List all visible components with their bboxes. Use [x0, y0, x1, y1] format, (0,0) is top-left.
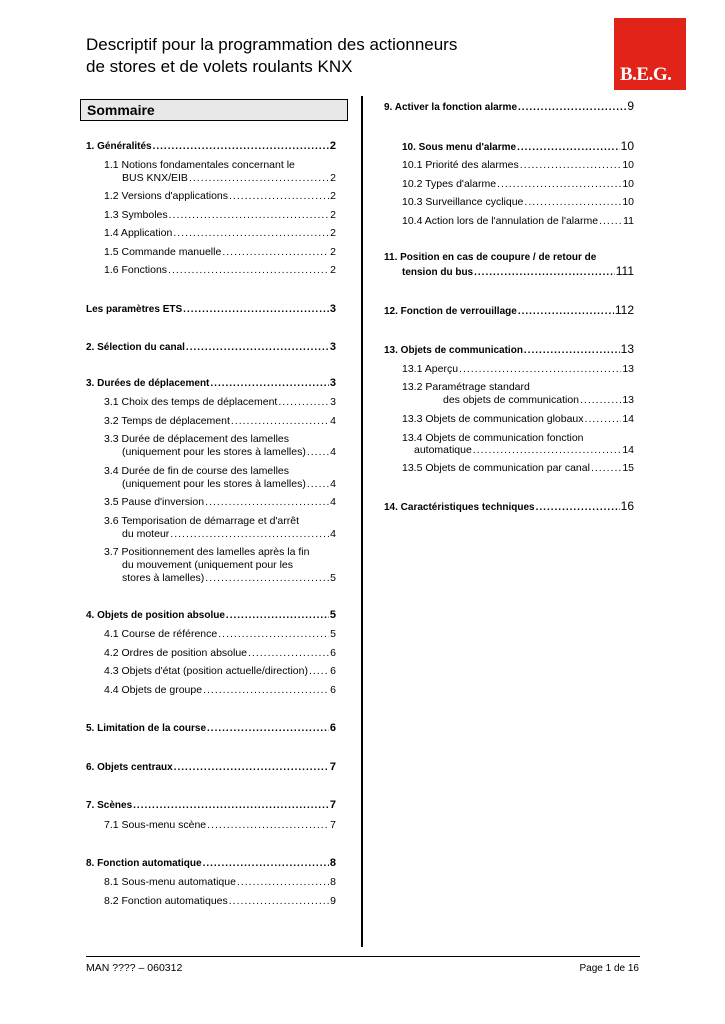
toc-entry-3-7-line1[interactable]: 3.7 Positionnement des lamelles après la fin [104, 546, 310, 558]
toc-entry-3-6[interactable]: du moteur ..... 4 [122, 528, 336, 541]
title-line-2: de stores et de volets roulants KNX [86, 57, 353, 76]
toc-entry-1-4[interactable]: 1.4 Application ..... 2 [104, 227, 336, 240]
toc-entry-11[interactable]: tension du bus ..... 111 [402, 265, 634, 279]
toc-entry-3-2[interactable]: 3.2 Temps de déplacement ..... 4 [104, 415, 336, 428]
toc-entry-13-2[interactable]: des objets de communication ..... 13 [443, 394, 634, 407]
column-divider [361, 96, 363, 947]
toc-entry-3-5[interactable]: 3.5 Pause d'inversion ..... 4 [104, 496, 336, 509]
toc-entry-10-3[interactable]: 10.3 Surveillance cyclique ..... 10 [402, 196, 634, 209]
toc-entry-4[interactable]: 4. Objets de position absolue ..... 5 [86, 609, 336, 622]
toc-entry-1[interactable]: 1. Généralités ..... 2 [86, 140, 336, 153]
toc-entry-10-1[interactable]: 10.1 Priorité des alarmes ..... 10 [402, 159, 634, 172]
toc-entry-1-2[interactable]: 1.2 Versions d'applications ..... 2 [104, 190, 336, 203]
toc-entry-3-7[interactable]: stores à lamelles) ..... 5 [122, 572, 336, 585]
document-title [86, 34, 556, 78]
toc-entry-8-1[interactable]: 8.1 Sous-menu automatique ..... 8 [104, 876, 336, 889]
sommaire-heading: Sommaire [80, 99, 348, 121]
toc-entry-3-4[interactable]: (uniquement pour les stores à lamelles) ..... 4 [122, 478, 336, 491]
toc-entry-3-7-line2[interactable]: du mouvement (uniquement pour les [122, 559, 294, 571]
toc-entry-1-6[interactable]: 1.6 Fonctions ..... 2 [104, 264, 336, 277]
toc-entry-3-4-line1[interactable]: 3.4 Durée de fin de course des lamelles [104, 465, 290, 477]
toc-entry-4-3[interactable]: 4.3 Objets d'état (position actuelle/direction) ..... 6 [104, 665, 336, 678]
toc-entry-3-3[interactable]: (uniquement pour les stores à lamelles) ..... 4 [122, 446, 336, 459]
toc-entry-4-1[interactable]: 4.1 Course de référence ..... 5 [104, 628, 336, 641]
toc-entry-5[interactable]: 5. Limitation de la course ..... 6 [86, 722, 336, 735]
toc-entry-4-4[interactable]: 4.4 Objets de groupe ..... 6 [104, 684, 336, 697]
toc-entry-13-2-line1[interactable]: 13.2 Paramétrage standard [402, 381, 530, 393]
toc-entry-8-2[interactable]: 8.2 Fonction automatiques ..... 9 [104, 895, 336, 908]
toc-entry-14[interactable]: 14. Caractéristiques techniques ..... 16 [384, 500, 634, 514]
toc-entry-11-line1[interactable]: 11. Position en cas de coupure / de retour de [384, 252, 597, 263]
footer-page-number: Page 1 de 16 [579, 963, 639, 974]
toc-entry-3-6-line1[interactable]: 3.6 Temporisation de démarrage et d'arrêt [104, 515, 300, 527]
toc-entry-12[interactable]: 12. Fonction de verrouillage ..... 112 [384, 304, 634, 318]
logo-text: B.E.G. [620, 64, 672, 85]
toc-entry-8[interactable]: 8. Fonction automatique ..... 8 [86, 857, 336, 870]
toc-entry-7[interactable]: 7. Scènes ..... 7 [86, 799, 336, 812]
toc-entry-10-4[interactable]: 10.4 Action lors de l'annulation de l'alarme ..... 11 [402, 215, 634, 228]
toc-entry-6[interactable]: 6. Objets centraux ..... 7 [86, 761, 336, 774]
toc-entry-ets[interactable]: Les paramètres ETS ..... 3 [86, 303, 336, 316]
toc-entry-13-4-line1[interactable]: 13.4 Objets de communication fonction [402, 432, 584, 444]
toc-entry-1-1[interactable]: BUS KNX/EIB ..... 2 [122, 172, 336, 185]
toc-entry-1-5[interactable]: 1.5 Commande manuelle ..... 2 [104, 246, 336, 259]
toc-entry-3-3-line1[interactable]: 3.3 Durée de déplacement des lamelles [104, 433, 290, 445]
toc-entry-2[interactable]: 2. Sélection du canal ..... 3 [86, 341, 336, 354]
toc-entry-10[interactable]: 10. Sous menu d'alarme ..... 10 [402, 140, 634, 154]
footer-document-id: MAN ???? – 060312 [86, 962, 183, 974]
toc-entry-10-2[interactable]: 10.2 Types d'alarme ..... 10 [402, 178, 634, 191]
toc-entry-13-3[interactable]: 13.3 Objets de communication globaux ..... 14 [402, 413, 634, 426]
toc-entry-13-4[interactable]: automatique ..... 14 [414, 444, 634, 457]
toc-entry-13-1[interactable]: 13.1 Aperçu ..... 13 [402, 363, 634, 376]
toc-entry-13-5[interactable]: 13.5 Objets de communication par canal ..... 15 [402, 462, 634, 475]
title-line-1: Descriptif pour la programmation des actionneurs [86, 35, 458, 54]
beg-logo [614, 18, 686, 90]
toc-entry-1-3[interactable]: 1.3 Symboles ..... 2 [104, 209, 336, 222]
toc-entry-1-1-line1[interactable]: 1.1 Notions fondamentales concernant le [104, 159, 295, 171]
footer-rule [86, 956, 640, 957]
toc-entry-3[interactable]: 3. Durées de déplacement ..... 3 [86, 377, 336, 390]
toc-entry-7-1[interactable]: 7.1 Sous-menu scène ..... 7 [104, 819, 336, 832]
toc-entry-9[interactable]: 9. Activer la fonction alarme ..... 9 [384, 100, 634, 114]
toc-entry-4-2[interactable]: 4.2 Ordres de position absolue ..... 6 [104, 647, 336, 660]
toc-entry-3-1[interactable]: 3.1 Choix des temps de déplacement ..... 3 [104, 396, 336, 409]
toc-entry-13[interactable]: 13. Objets de communication ..... 13 [384, 343, 634, 357]
